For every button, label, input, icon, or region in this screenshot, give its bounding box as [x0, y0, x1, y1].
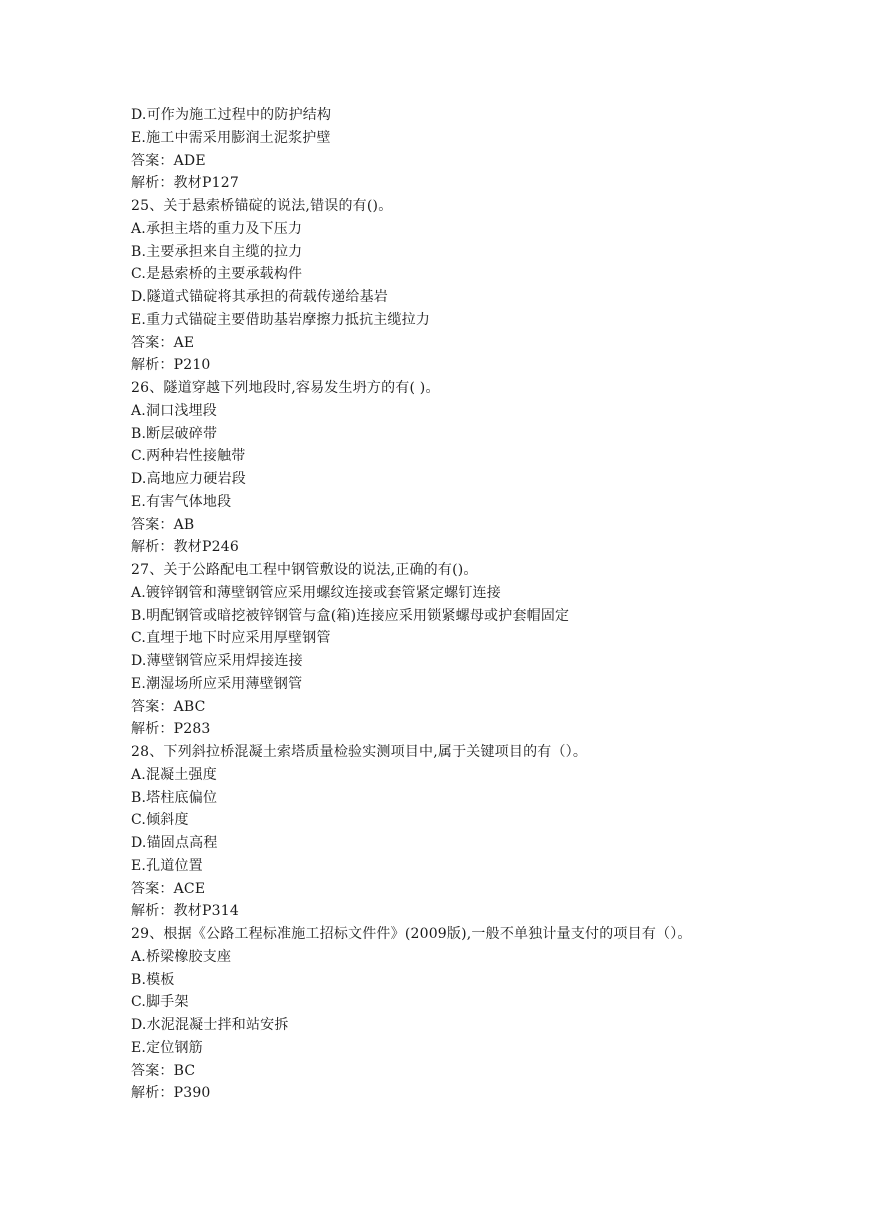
option-e-q28: E.孔道位置 — [131, 857, 203, 874]
option-c-q25: C.是悬索桥的主要承载构件 — [131, 266, 303, 283]
option-c-q29: C.脚手架 — [131, 994, 189, 1011]
option-d-q24: D.可作为施工过程中的防护结构 — [131, 107, 332, 123]
answer-q25: 答案：AE — [131, 334, 195, 351]
option-a-q26: A.洞口浅埋段 — [131, 402, 217, 419]
question-25: 25、关于悬索桥锚碇的说法,错误的有()。 — [131, 198, 393, 214]
analysis-q27: 解析：P283 — [131, 721, 211, 738]
option-c-q28: C.倾斜度 — [131, 812, 189, 829]
analysis-q24: 解析：教材P127 — [131, 175, 239, 192]
answer-q27: 答案：ABC — [131, 698, 206, 715]
option-b-q29: B.模板 — [131, 971, 175, 988]
analysis-q29: 解析：P390 — [131, 1085, 211, 1102]
document-page — [131, 104, 831, 1105]
option-e-q25: E.重力式锚碇主要借助基岩摩擦力抵抗主缆拉力 — [131, 311, 431, 328]
question-27: 27、关于公路配电工程中钢管敷设的说法,正确的有()。 — [131, 562, 478, 578]
answer-q28: 答案：ACE — [131, 880, 206, 897]
analysis-q25: 解析：P210 — [131, 357, 211, 374]
option-b-q25: B.主要承担来自主缆的拉力 — [131, 243, 303, 260]
option-b-q28: B.塔柱底偏位 — [131, 789, 218, 806]
option-b-q26: B.断层破碎带 — [131, 425, 218, 442]
option-d-q26: D.高地应力硬岩段 — [131, 471, 246, 487]
answer-q24: 答案：ADE — [131, 152, 206, 169]
option-e-q29: E.定位钢筋 — [131, 1039, 203, 1056]
answer-q29: 答案：BC — [131, 1062, 196, 1079]
option-d-q29: D.水泥混凝士拌和站安拆 — [131, 1017, 289, 1033]
analysis-q26: 解析：教材P246 — [131, 539, 239, 556]
option-b-q27: B.明配钢管或暗挖被锌钢管与盒(箱)连接应采用锁紧螺母或护套帽固定 — [131, 607, 570, 624]
option-a-q25: A.承担主塔的重力及下压力 — [131, 220, 303, 237]
answer-q26: 答案：AB — [131, 516, 195, 533]
option-d-q25: D.隧道式锚碇将其承担的荷载传递给基岩 — [131, 289, 388, 305]
question-29: 29、根据《公路工程标准施工招标文件件》(2009版),一般不单独计量支付的项目有（）。 — [131, 926, 692, 942]
question-26: 26、隧道穿越下列地段时,容易发生坍方的有( )。 — [131, 380, 440, 396]
option-c-q26: C.两种岩性接触带 — [131, 448, 246, 465]
option-e-q24: E.施工中需采用膨润土泥浆护壁 — [131, 129, 331, 146]
option-e-q27: E.潮湿场所应采用薄壁钢管 — [131, 675, 303, 692]
option-a-q27: A.镀锌钢管和薄壁钢管应采用螺纹连接或套管紧定螺钉连接 — [131, 584, 501, 601]
analysis-q28: 解析：教材P314 — [131, 903, 239, 920]
option-e-q26: E.有害气体地段 — [131, 493, 232, 510]
option-a-q28: A.混凝土强度 — [131, 766, 217, 783]
option-d-q27: D.薄壁钢管应采用焊接连接 — [131, 653, 303, 669]
option-c-q27: C.直埋于地下时应采用厚壁钢管 — [131, 630, 331, 647]
option-a-q29: A.桥梁橡胶支座 — [131, 948, 232, 965]
question-28: 28、下列斜拉桥混凝土索塔质量检验实测项目中,属于关键项目的有（）。 — [131, 744, 588, 760]
option-d-q28: D.锚固点高程 — [131, 835, 218, 851]
